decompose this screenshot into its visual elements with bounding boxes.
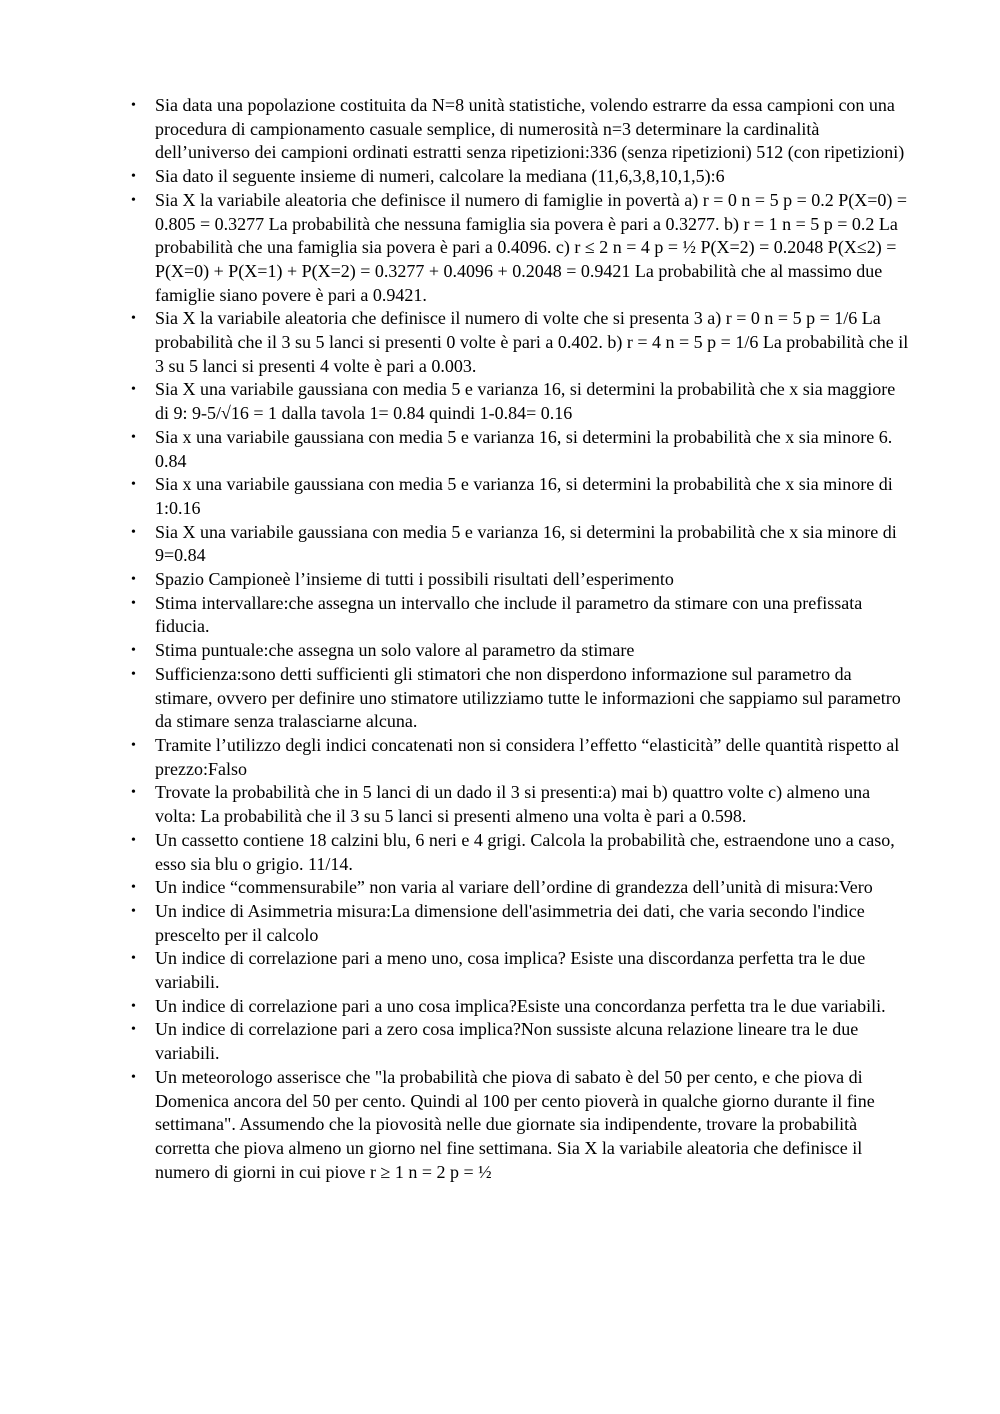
list-item-text: Sia X la variabile aleatoria che definisce il numero di volte che si presenta 3 a) r = 0 n = 5 p = 1/6 La probabilità che il 3 su 5 lanci si presenti 0 volte è pari a 0.402. b) r = 4 n = 5 p = 1/6 La probabilità che il 3 su 5 lanci si presenti 4 volte è pari a 0.003. xyxy=(155,308,909,376)
bullet-icon: • xyxy=(131,1069,136,1085)
list-item-text: Stima puntuale:che assegna un solo valore al parametro da stimare xyxy=(155,640,635,661)
list-item-text: Sia data una popolazione costituita da N=8 unità statistiche, volendo estrarre da essa campioni con una procedura di campionamento casuale semplice, di numerosità n=3 determinare la cardinalità dell’universo dei campioni ordinati estratti senza ripetizioni:336 (senza ripetizioni) 512 (con ripetizioni) xyxy=(155,95,905,163)
list-item xyxy=(131,1066,911,1185)
list-item-text: Sia X una variabile gaussiana con media 5 e varianza 16, si determini la probabilità che x sia minore di 9=0.84 xyxy=(155,521,897,566)
bullet-icon: • xyxy=(131,1022,136,1038)
list-item xyxy=(131,1018,911,1065)
list-item xyxy=(131,189,911,308)
bullet-icon: • xyxy=(131,998,136,1014)
list-item xyxy=(131,876,911,900)
list-item-text: Un indice di correlazione pari a meno uno, cosa implica? Esiste una discordanza perfetta tra le due variabili. xyxy=(155,948,866,993)
list-item xyxy=(131,378,911,425)
bullet-icon: • xyxy=(131,169,136,185)
list-item-text: Un meteorologo asserisce che "la probabilità che piova di sabato è del 50 per cento, e che piova di Domenica ancora del 50 per cento. Quindi al 100 per cento pioverà in qualche giorno durante il fine settimana". Assumendo che la piovosità nelle due giornate sia indipendente, trovare la probabilità corretta che piova almeno un giorno nel fine settimana. Sia X la variabile aleatoria che definisce il numero di giorni in cui piove r ≥ 1 n = 2 p = ½ xyxy=(155,1066,875,1182)
list-item xyxy=(131,592,911,639)
list-item xyxy=(131,639,911,663)
bullet-icon: • xyxy=(131,737,136,753)
list-item xyxy=(131,307,911,378)
list-item-text: Sia X la variabile aleatoria che definisce il numero di famiglie in povertà a) r = 0 n = 5 p = 0.2 P(X=0) = 0.805 = 0.3277 La probabilità che nessuna famiglia sia povera è pari a 0.3277. b) r = 1 n = 5 p = 0.2 La probabilità che una famiglia sia povera è pari a 0.4096. c) r ≤ 2 n = 4 p = ½ P(X=2) = 0.2048 P(X≤2) = P(X=0) + P(X=1) + P(X=2) = 0.3277 + 0.4096 + 0.2048 = 0.9421 La probabilità che al massimo due famiglie siano povere è pari a 0.9421. xyxy=(155,189,908,305)
list-item-text: Un cassetto contiene 18 calzini blu, 6 neri e 4 grigi. Calcola la probabilità che, estraendone uno a caso, esso sia blu o grigio. 11/14. xyxy=(155,829,895,874)
bullet-icon: • xyxy=(131,880,136,896)
bullet-icon: • xyxy=(131,785,136,801)
list-item xyxy=(131,663,911,734)
bullet-icon: • xyxy=(131,382,136,398)
bullet-icon: • xyxy=(131,572,136,588)
list-item xyxy=(131,734,911,781)
bullet-icon: • xyxy=(131,951,136,967)
list-item-text: Tramite l’utilizzo degli indici concatenati non si considera l’effetto “elasticità” delle quantità rispetto al prezzo:Falso xyxy=(155,734,900,779)
list-item-text: Sia x una variabile gaussiana con media 5 e varianza 16, si determini la probabilità che x sia minore di 1:0.16 xyxy=(155,474,893,518)
list-item xyxy=(131,995,911,1019)
list-item xyxy=(131,568,911,592)
bullet-icon: • xyxy=(131,192,136,208)
list-item xyxy=(131,781,911,828)
list-item-text: Sia X una variabile gaussiana con media 5 e varianza 16, si determini la probabilità che x sia maggiore di 9: 9-5/√16 = 1 dalla tavola 1= 0.84 quindi 1-0.84= 0.16 xyxy=(155,379,896,424)
list-item xyxy=(131,473,911,520)
bullet-icon: • xyxy=(131,903,136,919)
list-item-text: Sufficienza:sono detti sufficienti gli stimatori che non disperdono informazione sul parametro da stimare, ovvero per definire uno stimatore utilizziamo tutte le informazioni che sappiamo sul parametro da stimare senza tralasciarne alcuna. xyxy=(155,663,901,732)
list-item xyxy=(131,426,911,473)
bullet-icon: • xyxy=(131,832,136,848)
list-item xyxy=(131,829,911,876)
list-item-text: Spazio Campioneè l’insieme di tutti i possibili risultati dell’esperimento xyxy=(155,569,674,590)
list-item-text: Sia dato il seguente insieme di numeri, calcolare la mediana (11,6,3,8,10,1,5):6 xyxy=(155,166,725,187)
list-item xyxy=(131,947,911,994)
list-item-text: Sia x una variabile gaussiana con media 5 e varianza 16, si determini la probabilità che x sia minore 6. 0.84 xyxy=(155,426,893,471)
bullet-icon: • xyxy=(131,643,136,659)
list-item-text: Un indice di Asimmetria misura:La dimensione dell'asimmetria dei dati, che varia secondo l'indice prescelto per il calcolo xyxy=(155,900,865,945)
list-item-text: Un indice di correlazione pari a uno cosa implica?Esiste una concordanza perfetta tra le due variabili. xyxy=(155,995,886,1016)
list-item xyxy=(131,165,911,189)
bullet-icon: • xyxy=(131,429,136,445)
bullet-icon: • xyxy=(131,98,136,113)
list-item-text: Trovate la probabilità che in 5 lanci di un dado il 3 si presenti:a) mai b) quattro volte c) almeno una volta: La probabilità che il 3 su 5 lanci si presenti almeno una volta è pari a 0.598. xyxy=(155,782,871,827)
bullet-icon: • xyxy=(131,666,136,682)
bullet-list xyxy=(131,94,911,1184)
bullet-icon: • xyxy=(131,595,136,611)
list-item-text: Un indice di correlazione pari a zero cosa implica?Non sussiste alcuna relazione lineare tra le due variabili. xyxy=(155,1019,859,1064)
bullet-icon: • xyxy=(131,477,136,493)
list-item xyxy=(131,900,911,947)
list-item-text: Stima intervallare:che assegna un intervallo che include il parametro da stimare con una prefissata fiducia. xyxy=(155,592,863,637)
list-item xyxy=(131,521,911,568)
list-item xyxy=(131,94,911,165)
bullet-icon: • xyxy=(131,311,136,327)
bullet-icon: • xyxy=(131,524,136,540)
list-item-text: Un indice “commensurabile” non varia al variare dell’ordine di grandezza dell’unità di misura:Vero xyxy=(155,877,873,898)
